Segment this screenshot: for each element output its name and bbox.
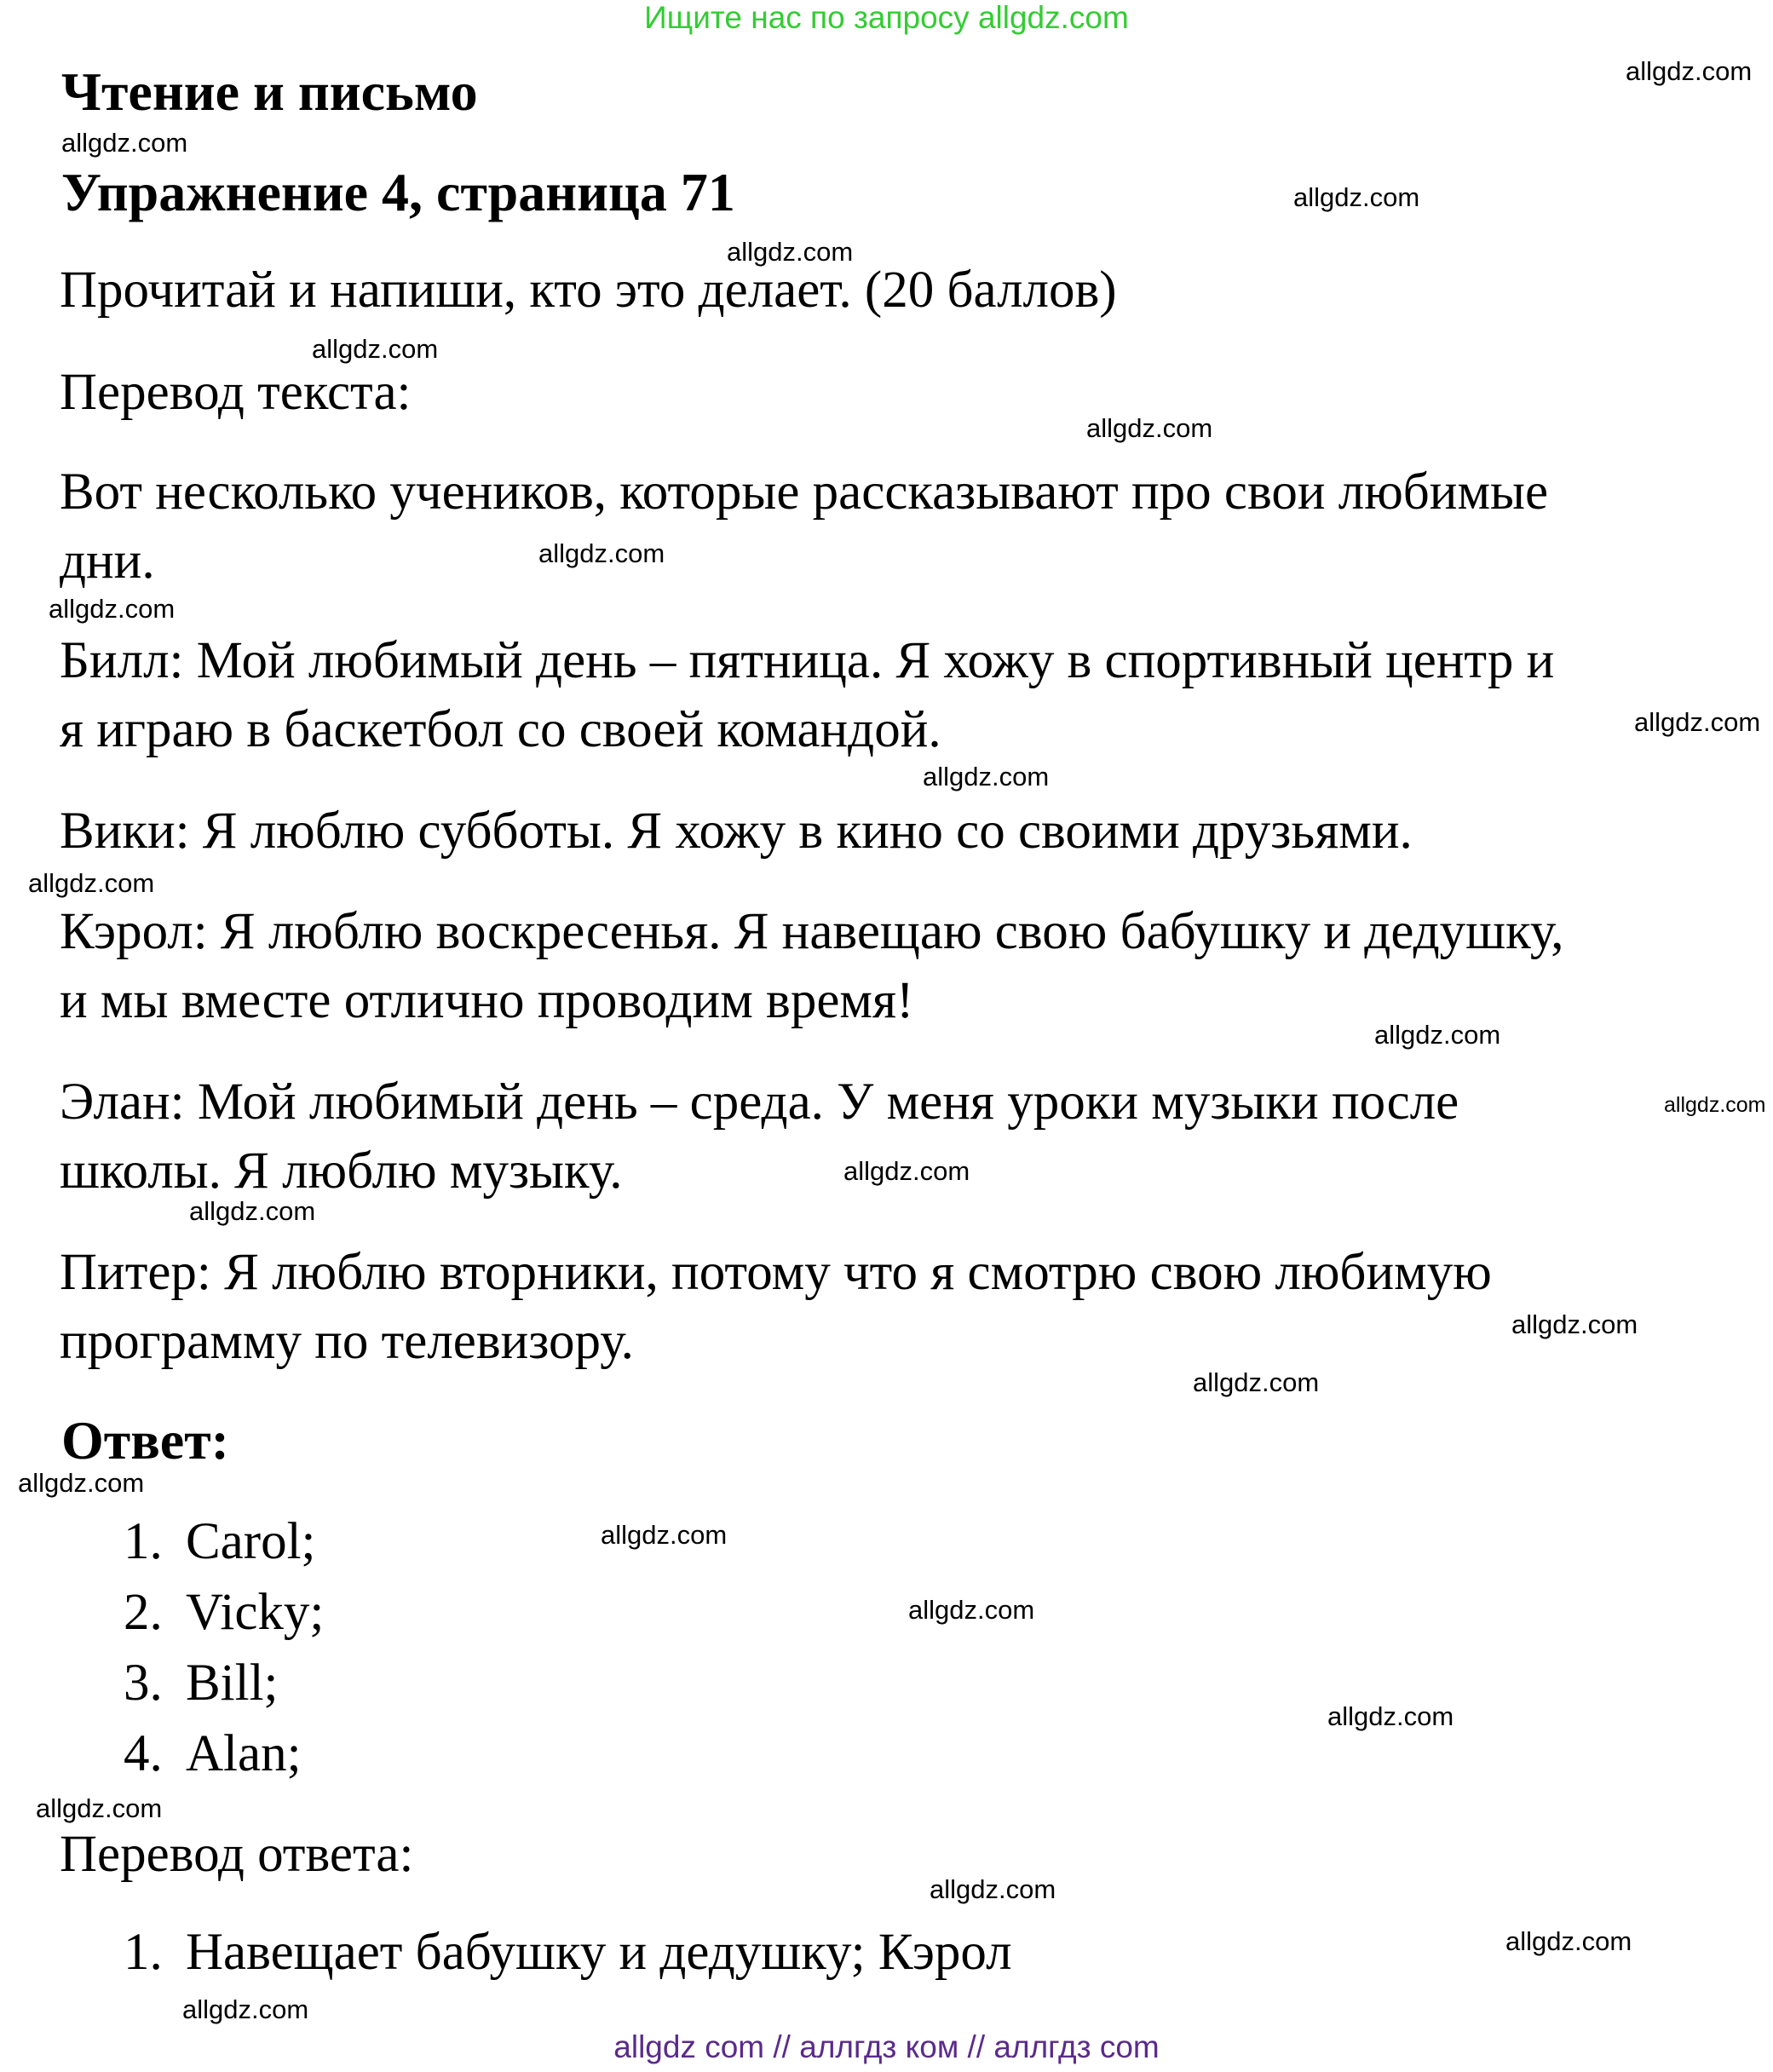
list-item: 1. Carol;: [124, 1513, 316, 1570]
watermark: allgdz.com: [930, 1874, 1056, 1904]
watermark: allgdz.com: [843, 1156, 970, 1186]
watermark: allgdz.com: [1626, 56, 1753, 86]
answer-translation-list: [124, 1917, 1012, 1988]
translation-label: Перевод текста:: [60, 364, 412, 421]
alan-line-2: школы. Я люблю музыку.: [60, 1142, 623, 1200]
watermark: allgdz.com: [1505, 1926, 1632, 1956]
watermark: allgdz.com: [1511, 1309, 1638, 1339]
watermark: allgdz.com: [1086, 413, 1213, 443]
top-banner: Ищите нас по запросу allgdz.com: [644, 0, 1129, 35]
watermark: allgdz.com: [1327, 1701, 1454, 1731]
carol-line-2: и мы вместе отлично проводим время!: [60, 972, 914, 1029]
vicky-line-1: Вики: Я люблю субботы. Я хожу в кино со своими друзьями.: [60, 803, 1413, 860]
watermark: allgdz.com: [908, 1595, 1035, 1625]
watermark: allgdz.com: [49, 594, 176, 624]
watermark: allgdz.com: [538, 538, 665, 568]
task-text: Прочитай и напиши, кто это делает. (20 баллов): [60, 262, 1117, 319]
watermark: allgdz.com: [1374, 1020, 1501, 1050]
intro-line-1: Вот несколько учеников, которые рассказывают про свои любимые: [60, 463, 1549, 521]
watermark: allgdz.com: [182, 1994, 309, 2024]
answer-translation-label: Перевод ответа:: [60, 1826, 414, 1883]
bill-line-1: Билл: Мой любимый день – пятница. Я хожу в спортивный центр и: [60, 632, 1555, 689]
bill-line-2: я играю в баскетбол со своей командой.: [60, 701, 941, 758]
watermark: allgdz.com: [923, 762, 1050, 791]
list-item: 4. Alan;: [124, 1725, 302, 1782]
exercise-title: Упражнение 4, страница 71: [61, 162, 735, 222]
watermark: allgdz.com: [1664, 1093, 1766, 1117]
alan-line-1: Элан: Мой любимый день – среда. У меня уроки музыки после: [60, 1073, 1459, 1131]
watermark: allgdz.com: [727, 237, 854, 267]
list-item: 3. Bill;: [124, 1655, 279, 1712]
watermark: allgdz.com: [61, 128, 188, 158]
watermark: allgdz.com: [36, 1793, 163, 1823]
watermark: allgdz.com: [1193, 1367, 1320, 1397]
intro-line-2: дни.: [60, 532, 155, 590]
carol-line-1: Кэрол: Я люблю воскресенья. Я навещаю свою бабушку и дедушку,: [60, 903, 1564, 960]
watermark: allgdz.com: [312, 334, 439, 364]
bottom-footer: allgdz com // аллгдз ком // аллгдз com: [613, 2029, 1160, 2064]
section-title: Чтение и письмо: [61, 61, 478, 122]
answer-list: [124, 1506, 324, 1789]
watermark: allgdz.com: [1634, 707, 1761, 737]
list-item: 1. Навещает бабушку и дедушку; Кэрол: [124, 1924, 1012, 1981]
watermark: allgdz.com: [28, 868, 155, 898]
watermark: allgdz.com: [18, 1468, 145, 1498]
peter-line-1: Питер: Я люблю вторники, потому что я смотрю свою любимую: [60, 1244, 1492, 1301]
watermark: allgdz.com: [189, 1196, 316, 1226]
answer-label: Ответ:: [61, 1410, 229, 1471]
peter-line-2: программу по телевизору.: [60, 1313, 634, 1370]
watermark: allgdz.com: [601, 1520, 728, 1550]
list-item: 2. Vicky;: [124, 1584, 325, 1641]
watermark: allgdz.com: [1293, 182, 1420, 212]
